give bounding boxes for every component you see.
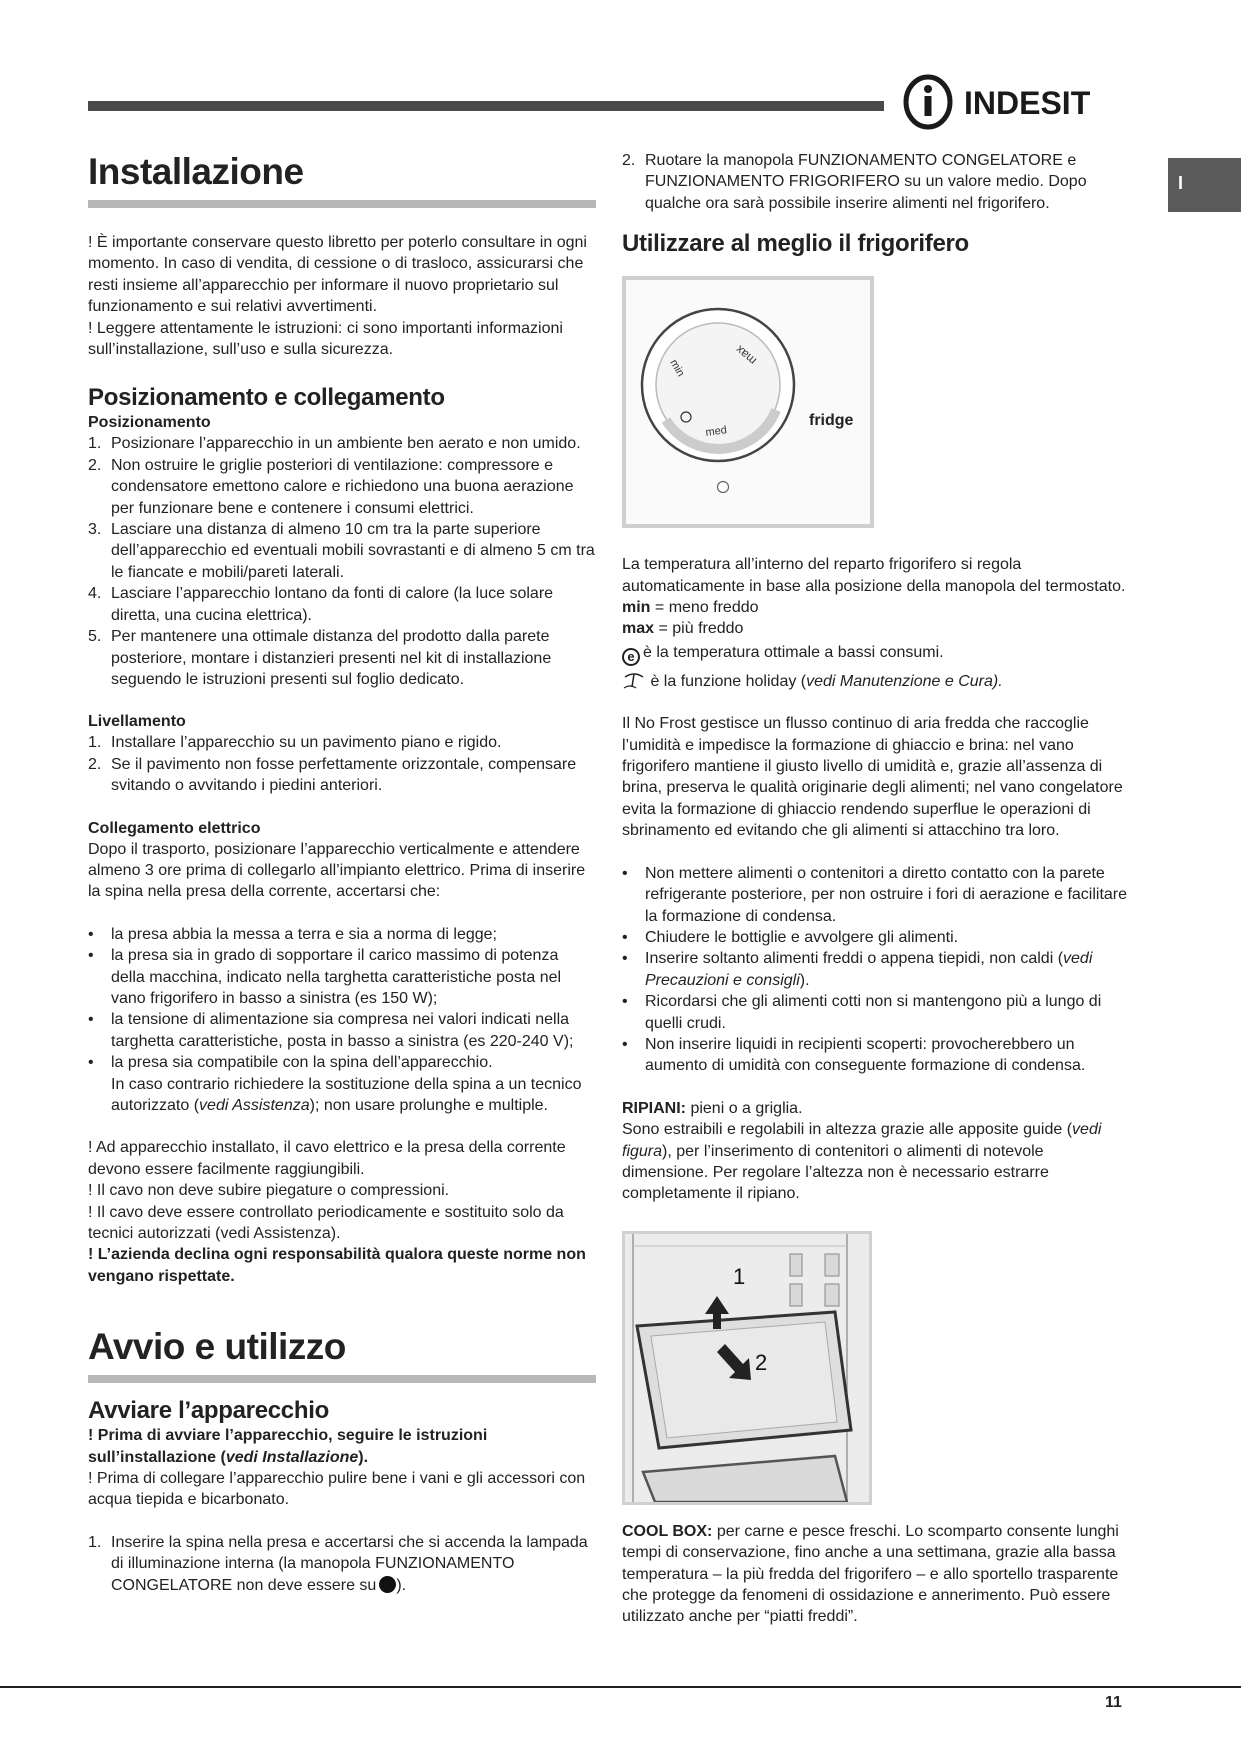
electrical-text: Dopo il trasporto, posizionare l’apparecchio verticalmente e attendere almeno 3 ore prima di collegarlo all’impianto elettrico. Prima di inserire la spina nella presa della corrente, accertarsi che:: [88, 840, 586, 901]
indicator-light-icon: [718, 482, 729, 493]
list-item: 3. Lasciare una distanza di almeno 10 cm tra la parte superiore dell’apparecchio ed eventuali mobili sovrastanti e di almeno 5 cm tra le fiancate e mobili/pareti laterali.: [88, 521, 595, 581]
start-title: Avvio e utilizzo: [88, 1326, 346, 1368]
eco-legend: e è la temperatura ottimale a bassi consumi.: [622, 642, 1130, 666]
list-item: • Inserire soltanto alimenti freddi o appena tiepidi, non caldi (vedi Precauzioni e consigli).: [622, 950, 1093, 989]
fridge-heading: Utilizzare al meglio il frigorifero: [622, 230, 969, 258]
footer-rule: [0, 1686, 1241, 1688]
brand-name: INDESIT: [964, 85, 1091, 121]
thermostat-knob-figure: [622, 276, 874, 528]
fridge-tips-list: [622, 863, 1130, 1077]
holiday-legend: è la funzione holiday (vedi Manutenzione e Cura).: [622, 670, 1130, 692]
start-subheading: Avviare l’apparecchio: [88, 1397, 329, 1425]
freezer-off-icon: [379, 1576, 396, 1593]
step-1-label: 1: [733, 1263, 746, 1289]
temperature-text: La temperatura all’interno del reparto frigorifero si regola automaticamente in base alla posizione della manopola del termostato.: [622, 556, 1126, 595]
positioning-list: [88, 433, 596, 690]
electrical-list: [88, 924, 596, 1117]
brand-logo: [902, 74, 1128, 130]
electrical-subheading: Collegamento elettrico: [88, 819, 261, 837]
list-item: 1. Posizionare l’apparecchio in un ambiente ben aerato e non umido.: [88, 435, 581, 453]
start-steps: [88, 1532, 596, 1596]
list-item: • Ricordarsi che gli alimenti cotti non si mantengono più a lungo di quelli crudi.: [622, 993, 1102, 1032]
start-steps-continued: [622, 150, 1130, 214]
shelves-title: RIPIANI: pieni o a griglia.: [622, 1099, 803, 1117]
shelves-text: Sono estraibili e regolabili in altezza grazie alle apposite guide (vedi figura), per l’inserimento di contenitori o alimenti di notevole dimensione. Per regolare l’altezza non è necessario estrarre completamente il ripiano.: [622, 1121, 1102, 1203]
knob-med-label: med: [704, 424, 728, 440]
list-item: • la presa sia in grado di sopportare il carico massimo di potenza della macchina, indicato nella targhetta caratteristiche posta nel vano frigorifero in basso a sinistra (es 150 W);: [88, 947, 562, 1007]
list-item: • Non mettere alimenti o contenitori a diretto contatto con la parete refrigerante posteriore, per non ostruire i fori di aerazione e facilitare la formazione di condensa.: [622, 864, 1128, 925]
list-item: • la presa abbia la messa a terra e sia a norma di legge;: [88, 925, 497, 943]
positioning-heading: Posizionamento e collegamento: [88, 384, 445, 412]
language-tab: I: [1168, 158, 1241, 212]
warning-4: ! L’azienda declina ogni responsabilità qualora queste norme non vengano rispettate.: [88, 1246, 586, 1285]
start-note-2: ! Prima di collegare l’apparecchio pulire bene i vani e gli accessori con acqua tiepida e bicarbonato.: [88, 1470, 586, 1509]
list-item: • Chiudere le bottiglie e avvolgere gli alimenti.: [622, 928, 959, 946]
knob-fridge-label: fridge: [809, 412, 854, 430]
list-item: 1. Inserire la spina nella presa e accertarsi che si accenda la lampada di illuminazione interna (la manopola FUNZIONAMENTO CONGELATORE non deve essere su ).: [88, 1533, 588, 1594]
leveling-subheading: Livellamento: [88, 713, 186, 731]
header-bar: [88, 101, 884, 111]
list-item: • Non inserire liquidi in recipienti scoperti: provocherebbero un aumento di umidità con conseguente formazione di condensa.: [622, 1035, 1086, 1075]
install-intro-2: ! Leggere attentamente le istruzioni: ci sono importanti informazioni sull’installazione, sull’uso e sulla sicurezza.: [88, 319, 563, 359]
list-item: 2. Ruotare la manopola FUNZIONAMENTO CONGELATORE e FUNZIONAMENTO FRIGORIFERO su un valore medio. Dopo qualche ora sarà possibile inserire alimenti nel frigorifero.: [622, 152, 1087, 212]
list-item: 2. Se il pavimento non fosse perfettamente orizzontale, compensare svitando o avvitando i piedini anteriori.: [88, 755, 577, 795]
shelf-adjustment-figure: [622, 1231, 872, 1505]
list-item: • la tensione di alimentazione sia compresa nei valori indicati nella targhetta caratteristiche, posta in basso a sinistra (es 220-240 V);: [88, 1011, 574, 1050]
warning-2: ! Il cavo non deve subire piegature o compressioni.: [88, 1182, 450, 1200]
eco-icon: e: [622, 648, 640, 666]
leveling-list: [88, 732, 596, 796]
step-2-label: 2: [755, 1349, 768, 1375]
start-note-1: ! Prima di avviare l’apparecchio, seguire le istruzioni sull’installazione (vedi Installazione).: [88, 1427, 488, 1466]
max-legend: max = più freddo: [622, 620, 744, 638]
title-rule: [88, 200, 596, 208]
holiday-icon: [622, 670, 646, 690]
list-item: 4. Lasciare l’apparecchio lontano da fonti di calore (la luce solare diretta, una cucina elettrica).: [88, 585, 554, 624]
nofrost-text: Il No Frost gestisce un flusso continuo di aria fredda che raccoglie l’umidità e impedisce la formazione di ghiaccio e brina: nel vano frigorifero mantiene il giusto livello di umidità e, grazie all’assenza di brina, preserva le qualità originarie degli alimenti; nel vano congelatore evita la formazione di ghiaccio rendendo superflue le operazioni di sbrinamento ed evitando che gli alimenti si attacchino tra loro.: [622, 715, 1123, 840]
page-number: 11: [1105, 1694, 1122, 1711]
warning-3: ! Il cavo deve essere controllato periodicamente e sostituito solo da tecnici autorizzati (vedi Assistenza).: [88, 1203, 564, 1243]
title-rule: [88, 1375, 596, 1383]
warning-1: ! Ad apparecchio installato, il cavo elettrico e la presa della corrente devono essere facilmente raggiungibili.: [88, 1139, 566, 1178]
left-column: [88, 150, 596, 1596]
list-item: 2. Non ostruire le griglie posteriori di ventilazione: compressore e condensatore emettono calore e richiedono una buona aerazione per funzionare bene e contenere i consumi elettrici.: [88, 456, 574, 517]
assistance-link: vedi Assistenza: [199, 1097, 310, 1114]
min-legend: min = meno freddo: [622, 599, 759, 617]
knob-min-label: min: [667, 357, 687, 380]
list-item: 1. Installare l’apparecchio su un pavimento piano e rigido.: [88, 734, 502, 752]
installation-title: Installazione: [88, 151, 304, 192]
coolbox-text: COOL BOX: per carne e pesce freschi. Lo scomparto consente lunghi tempi di conservazione, fino anche a una settimana, grazie alla bassa temperatura – la più fredda del frigorifero – e allo sportello trasparente che protegge da fenomeni di ossidazione e annerimento. Può essere utilizzato anche per “piatti freddi”.: [622, 1522, 1119, 1626]
positioning-subheading: Posizionamento: [88, 414, 211, 432]
install-intro-1: ! È importante conservare questo libretto per poterlo consultare in ogni momento. In caso di vendita, di cessione o di trasloco, assicurarsi che resti insieme all’apparecchio per informare il nuovo proprietario sul funzionamento e sui relativi avvertimenti.: [88, 234, 587, 316]
right-column: [622, 150, 1130, 1628]
list-item: 5. Per mantenere una ottimale distanza del prodotto dalla parete posteriore, montare i distanzieri presenti nel kit di installazione seguendo le istruzioni presenti sul foglio dedicato.: [88, 628, 552, 688]
knob-max-label: max: [732, 342, 760, 369]
list-item: • la presa sia compatibile con la spina dell’apparecchio. In caso contrario richiedere la sostituzione della spina a un tecnico autorizzato (vedi Assistenza); non usare prolunghe e multiple.: [88, 1054, 582, 1114]
